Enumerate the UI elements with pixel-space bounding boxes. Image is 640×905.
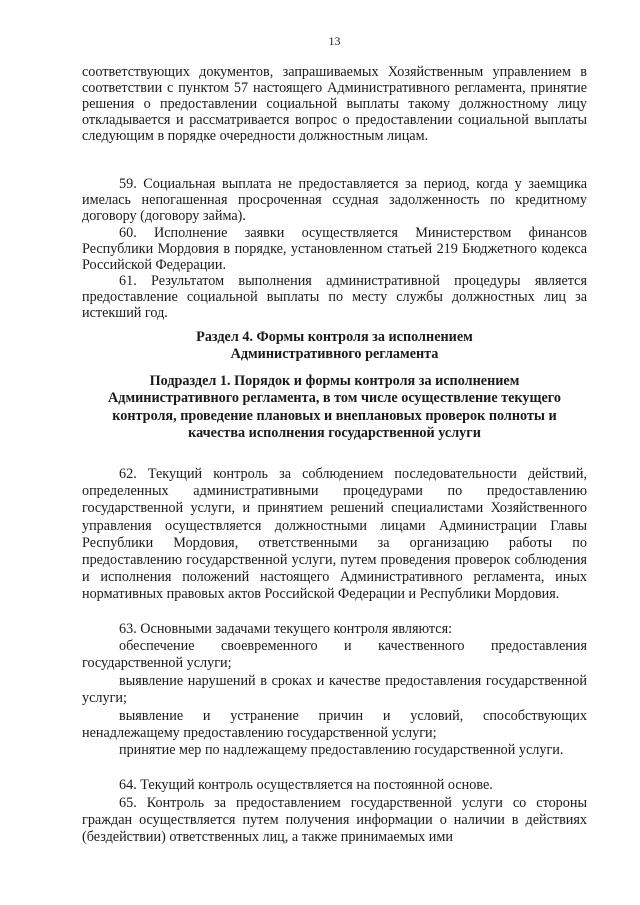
subsection-heading: Подраздел 1. Порядок и формы контроля за исполнением Административного регламента, в том числе осуществление текущего контроля, проведение плановых и внеплановых проверок полноты и качества исполнения государственной услуги — [108, 373, 561, 442]
paragraph-64: 64. Текущий контроль осуществляется на постоянной основе. — [119, 777, 493, 793]
paragraph-59: 59. Социальная выплата не предоставляется за период, когда у заемщика имелась непогашенная просроченная ссудная задолженность по кредитному договору (договору займа). — [82, 176, 587, 225]
paragraph-60: 60. Исполнение заявки осуществляется Министерством финансов Республики Мордовия в порядке, установленном статьей 219 Бюджетного кодекса Российской Федерации. — [82, 225, 587, 274]
paragraph-63: 63. Основными задачами текущего контроля являются: — [119, 621, 453, 637]
page-number: 13 — [328, 34, 341, 48]
paragraph-63-item-4: принятие мер по надлежащему предоставлению государственной услуги. — [119, 742, 564, 758]
paragraph-62: 62. Текущий контроль за соблюдением последовательности действий, определенных административными процедурами по предоставлению государственной услуги, и принятием решений специалистами Хозяйственного управления осуществляется должностными лицами Администрации Главы Республики Мордовия, ответственными за организацию работы по предоставлению государственной услуги, путем проведения проверок соблюдения и исполнения положений настоящего Административного регламента, иных нормативных правовых актов Российской Федерации и Республики Мордовия. — [82, 466, 587, 603]
paragraph-continuation: соответствующих документов, запрашиваемых Хозяйственным управлением в соответствии с пунктом 57 настоящего Административного регламента, принятие решения о предоставлении социальной выплаты такому должностному лицу откладывается и рассматривается вопрос о предоставлении социальной выплаты следующим в порядке очередности должностным лицам. — [82, 64, 587, 145]
paragraph-63-item-1: обеспечение своевременного и качественного предоставления государственной услуги; — [82, 638, 587, 672]
paragraph-61: 61. Результатом выполнения административной процедуры является предоставление социальной выплаты по месту службы должностных лиц за истекший год. — [82, 273, 587, 322]
paragraph-65: 65. Контроль за предоставлением государственной услуги со стороны граждан осуществляется путем получения информации о наличии в действиях (бездействии) ответственных лиц, а также принимаемых ими — [82, 795, 587, 846]
paragraph-63-item-3: выявление и устранение причин и условий, способствующих ненадлежащему предоставлению государственной услуги; — [82, 708, 587, 742]
document-page — [82, 0, 587, 905]
section-heading: Раздел 4. Формы контроля за исполнением Административного регламента — [196, 329, 473, 363]
paragraph-63-item-2: выявление нарушений в сроках и качестве предоставления государственной услуги; — [82, 673, 587, 707]
